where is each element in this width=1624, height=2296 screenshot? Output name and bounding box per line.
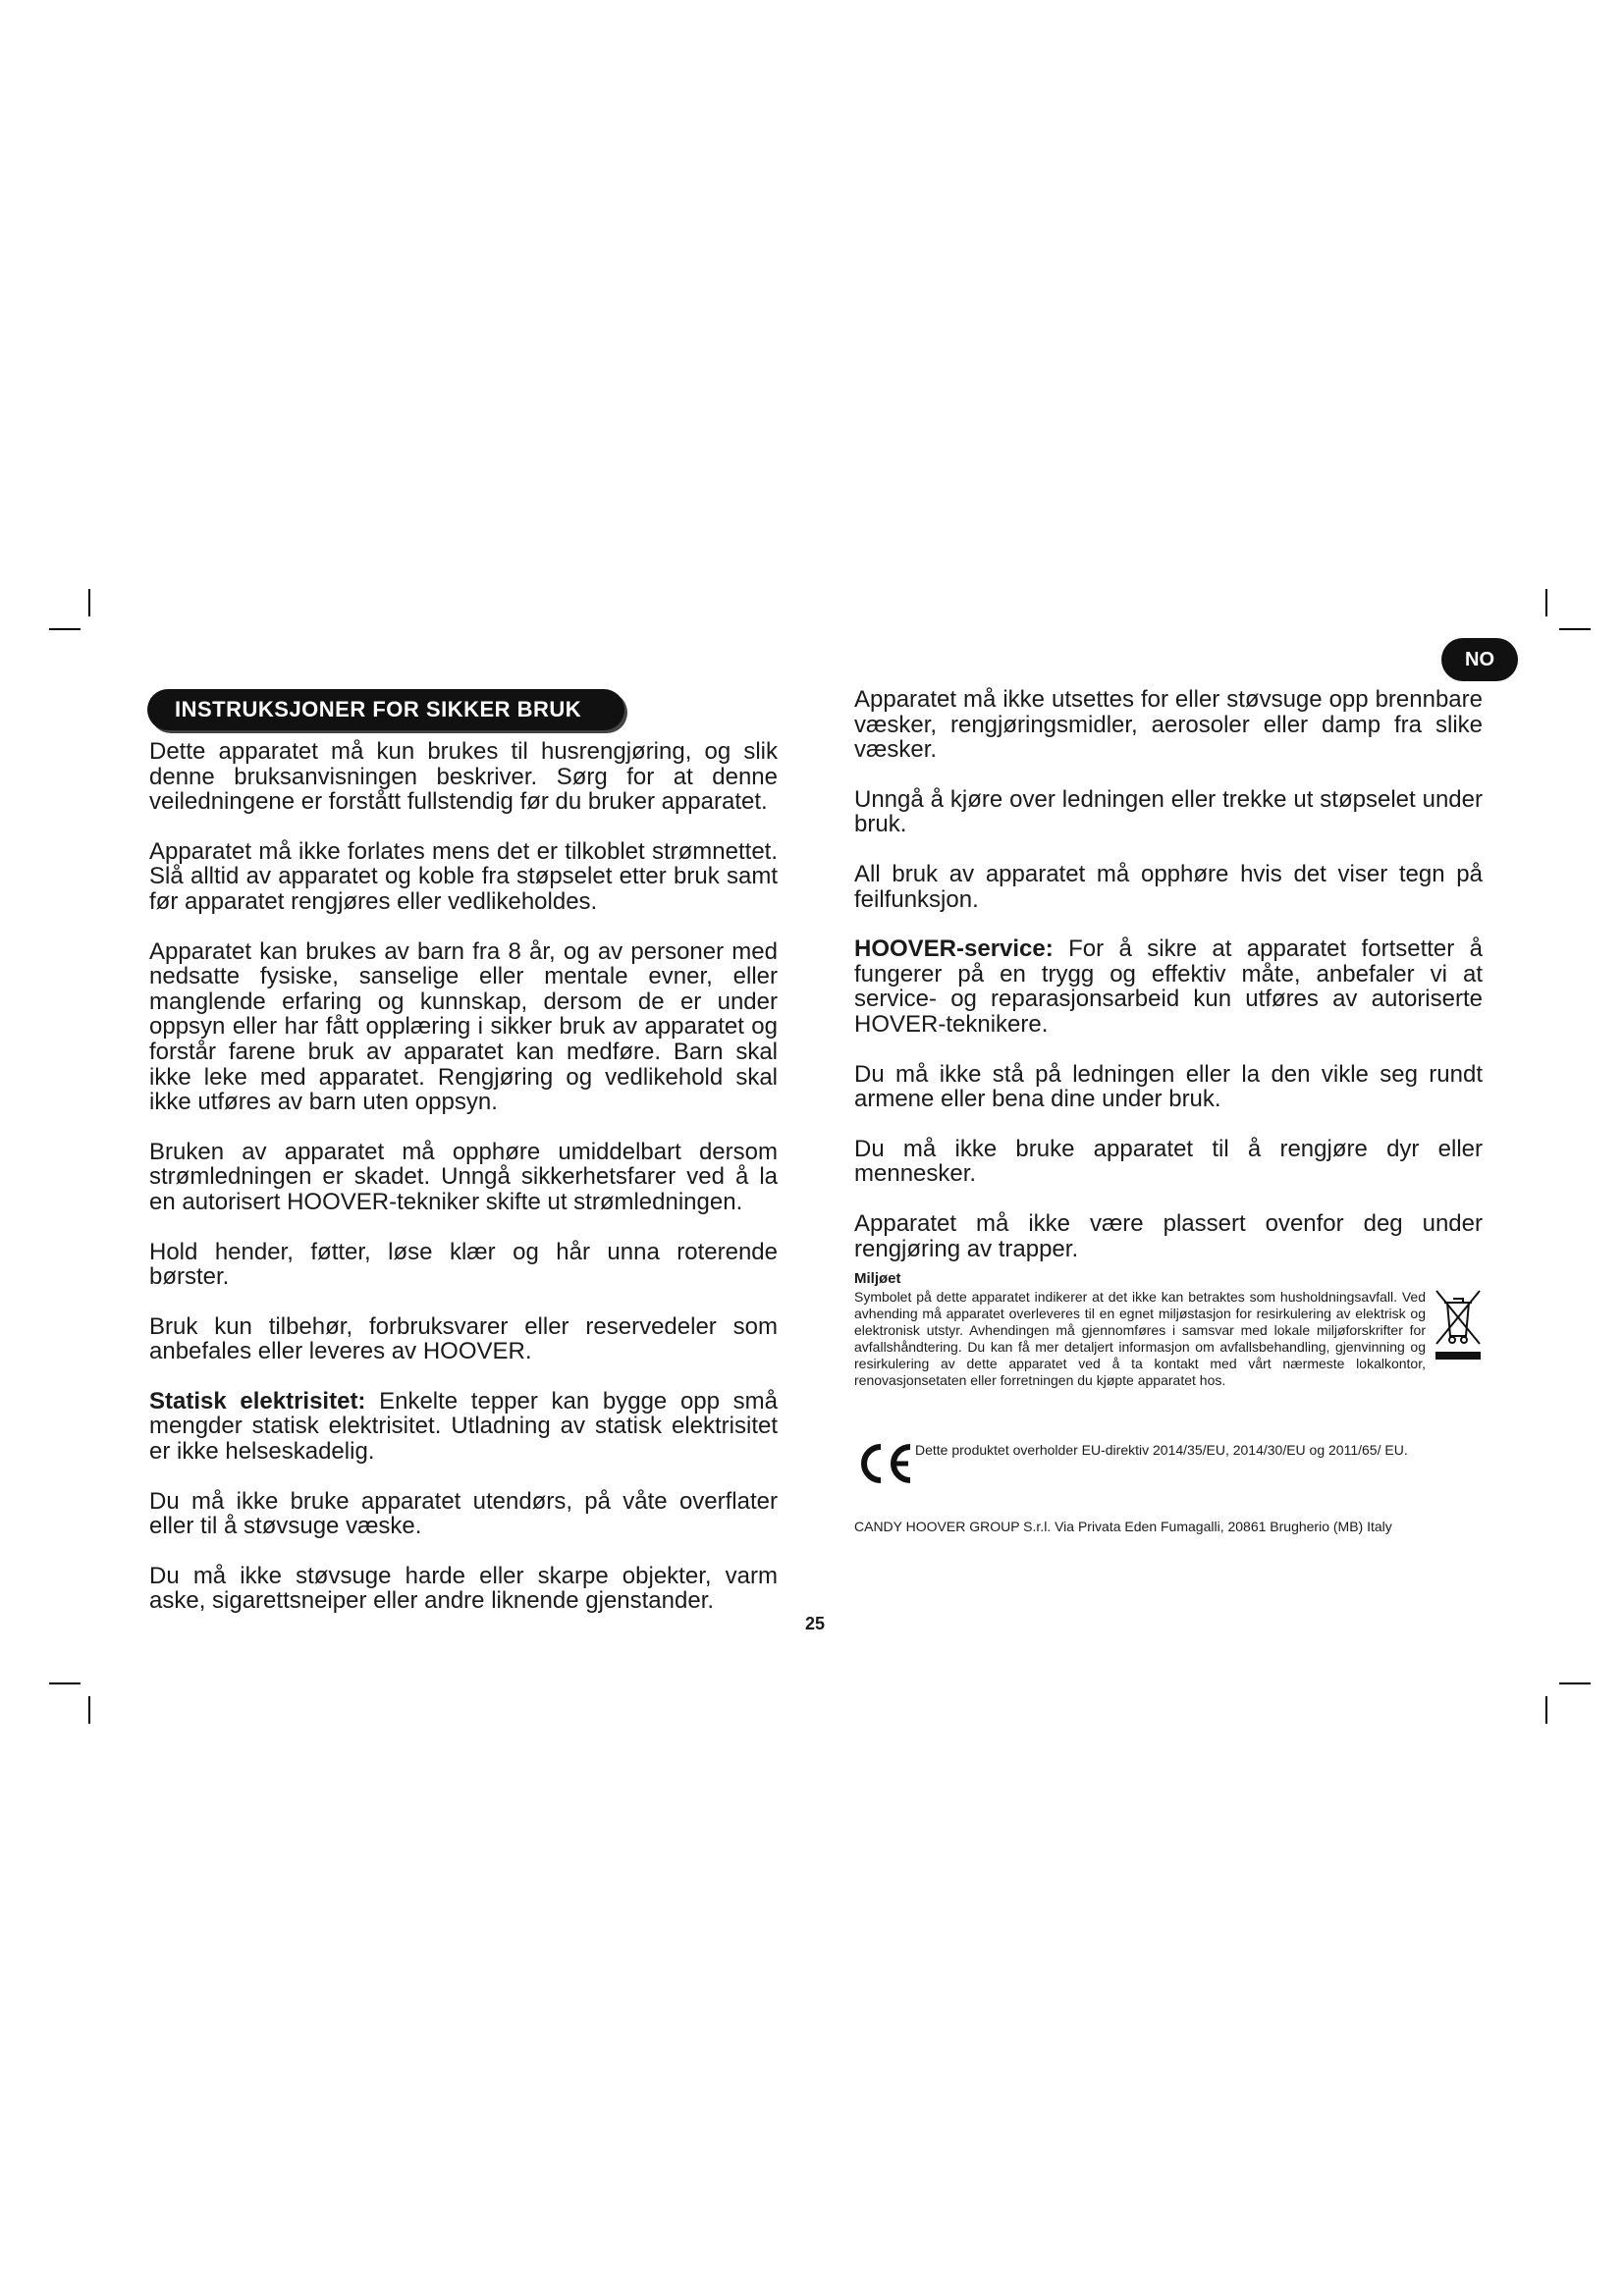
crop-mark [88, 1696, 90, 1724]
paragraph-text: Enkelte tepper kan bygge opp små mengder statisk elektrisitet. Utladning av statisk elektrisitet er ikke helseskadelig. [149, 1387, 778, 1466]
environment-title: Miljøet [854, 1270, 901, 1287]
paragraph [149, 1389, 778, 1465]
paragraph: Bruken av apparatet må opphøre umiddelbart dersom strømledningen er skadet. Unngå sikkerhetsfarer ved å la en autorisert HOOVER-tekniker skifte ut strømledningen. [149, 1138, 778, 1215]
paragraph-label: Statisk elektrisitet: [149, 1387, 366, 1415]
crop-mark [1559, 1682, 1591, 1684]
paragraph: Unngå å kjøre over ledningen eller trekke ut støpselet under bruk. [854, 785, 1483, 838]
environment-section [854, 1270, 1483, 1389]
paragraph: Bruk kun tilbehør, forbruksvarer eller reservedeler som anbefales eller leveres av HOOVER. [149, 1312, 778, 1365]
page-number: 25 [805, 1614, 826, 1633]
crop-mark [1545, 1696, 1547, 1724]
paragraph: Du må ikke bruke apparatet utendørs, på våte overflater eller til å støvsuge væske. [149, 1487, 778, 1540]
section-title: INSTRUKSJONER FOR SIKKER BRUK [147, 689, 624, 730]
paragraph: Apparatet kan brukes av barn fra 8 år, og av personer med nedsatte fysiske, sanselige eller mentale evner, eller manglende erfaring og kunnskap, dersom de er under oppsyn eller har fått opplæring i sikker bruk av apparatet og forstår farene bruk av apparatet kan medføre. Barn skal ikke leke med apparatet. Rengjøring og vedlikehold skal ikke utføres av barn uten oppsyn. [149, 937, 778, 1116]
crop-mark [49, 628, 81, 630]
company-address: CANDY HOOVER GROUP S.r.l. Via Privata Eden Fumagalli, 20861 Brugherio (MB) Italy [854, 1519, 1392, 1534]
right-column [854, 687, 1483, 1261]
paragraph: Du må ikke støvsuge harde eller skarpe objekter, varm aske, sigarettsneiper eller andre liknende gjenstander. [149, 1562, 778, 1615]
crop-mark [1545, 589, 1547, 616]
paragraph-label: HOOVER-service: [854, 935, 1054, 963]
ce-conformity [854, 1441, 1483, 1486]
paragraph-text: For å sikre at apparatet fortsetter å fungerer på en trygg og effektiv måte, anbefaler vi at service- og reparasjonsarbeid kun utføres av autoriserte HOVER-teknikere. [854, 935, 1483, 1038]
paragraph: Apparatet må ikke utsettes for eller støvsuge opp brennbare væsker, rengjøringsmidler, aerosoler eller damp fra slike væsker. [854, 686, 1483, 764]
ce-mark-icon [854, 1441, 915, 1486]
left-column [149, 739, 778, 1614]
language-badge: NO [1441, 638, 1518, 681]
paragraph: Du må ikke bruke apparatet til å rengjøre dyr eller mennesker. [854, 1135, 1483, 1188]
crop-mark [88, 589, 90, 616]
ce-statement: Dette produktet overholder EU-direktiv 2014/35/EU, 2014/30/EU og 2011/65/ EU. [915, 1442, 1408, 1458]
paragraph: Hold hender, føtter, løse klær og hår unna roterende børster. [149, 1238, 778, 1291]
environment-text: Symbolet på dette apparatet indikerer at det ikke kan betraktes som husholdningsavfall. Ved avhending må apparatet overleveres til en egnet miljøstasjon for resirkulering av elektrisk og elektronisk utstyr. Avhendingen må gjennomføres i samsvar med lokale miljøforskrifter for avfallshåndtering. Du kan få mer detaljert informasjon om avfallsbehandling, gjenvinning og resirkulering av dette apparatet ved å ta kontakt med vårt nærmeste lokalkontor, renovasjonsetaten eller forretningen du kjøpte apparatet hos. [854, 1289, 1426, 1388]
paragraph: Apparatet må ikke forlates mens det er tilkoblet strømnettet. Slå alltid av apparatet og koble fra støpselet etter bruk samt før apparatet rengjøres eller vedlikeholdes. [149, 837, 778, 915]
paragraph: Dette apparatet må kun brukes til husrengjøring, og slik denne bruksanvisningen beskriver. Sørg for at denne veiledningene er forstått fullstendig før du bruker apparatet. [149, 738, 778, 816]
paragraph: All bruk av apparatet må opphøre hvis det viser tegn på feilfunksjon. [854, 860, 1483, 913]
paragraph: Apparatet må ikke være plassert ovenfor deg under rengjøring av trapper. [854, 1209, 1483, 1262]
paragraph: Du må ikke stå på ledningen eller la den vikle seg rundt armene eller bena dine under bruk. [854, 1060, 1483, 1113]
crop-mark [1559, 628, 1591, 630]
crop-mark [49, 1682, 81, 1684]
crossed-out-wheelie-bin-icon [1434, 1285, 1483, 1365]
paragraph [854, 936, 1483, 1037]
